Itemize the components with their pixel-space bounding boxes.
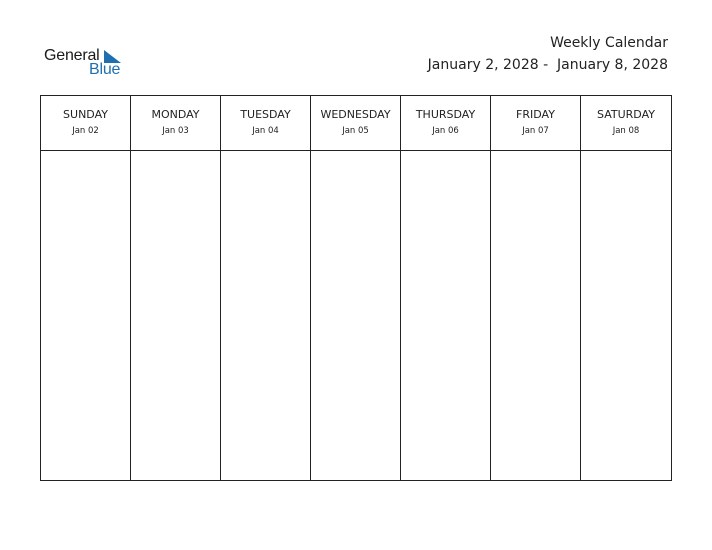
day-header-wednesday — [311, 96, 401, 151]
day-name: THURSDAY — [415, 108, 476, 121]
day-cell-friday[interactable] — [491, 151, 581, 480]
day-date: Jan 03 — [162, 126, 189, 136]
day-cell-thursday[interactable] — [401, 151, 491, 480]
day-date: Jan 04 — [252, 126, 279, 136]
page-title: Weekly Calendar — [550, 35, 668, 51]
day-header-monday — [131, 96, 221, 151]
day-header-saturday — [581, 96, 671, 151]
generalblue-logo — [44, 47, 134, 83]
date-range: January 2, 2028 - January 8, 2028 — [427, 57, 668, 73]
day-name: SATURDAY — [597, 108, 655, 121]
logo-text-blue: Blue — [89, 61, 121, 78]
logo-text-general: General — [44, 47, 100, 64]
day-name: SUNDAY — [63, 108, 108, 121]
day-date: Jan 08 — [612, 126, 640, 136]
day-cell-sunday[interactable] — [41, 151, 131, 480]
day-header-sunday — [41, 96, 131, 151]
weekly-calendar-grid — [40, 95, 672, 481]
day-cell-wednesday[interactable] — [311, 151, 401, 480]
day-header-thursday — [401, 96, 491, 151]
day-name: TUESDAY — [240, 108, 291, 121]
day-date: Jan 07 — [522, 126, 549, 136]
day-name: FRIDAY — [516, 108, 555, 121]
day-date: Jan 06 — [432, 126, 459, 136]
day-header-tuesday — [221, 96, 311, 151]
day-date: Jan 02 — [72, 126, 99, 136]
day-header-friday — [491, 96, 581, 151]
day-cell-tuesday[interactable] — [221, 151, 311, 480]
day-cell-monday[interactable] — [131, 151, 221, 480]
day-name: WEDNESDAY — [320, 108, 391, 121]
day-date: Jan 05 — [342, 126, 369, 136]
day-name: MONDAY — [151, 108, 200, 121]
day-cell-saturday[interactable] — [581, 151, 671, 480]
